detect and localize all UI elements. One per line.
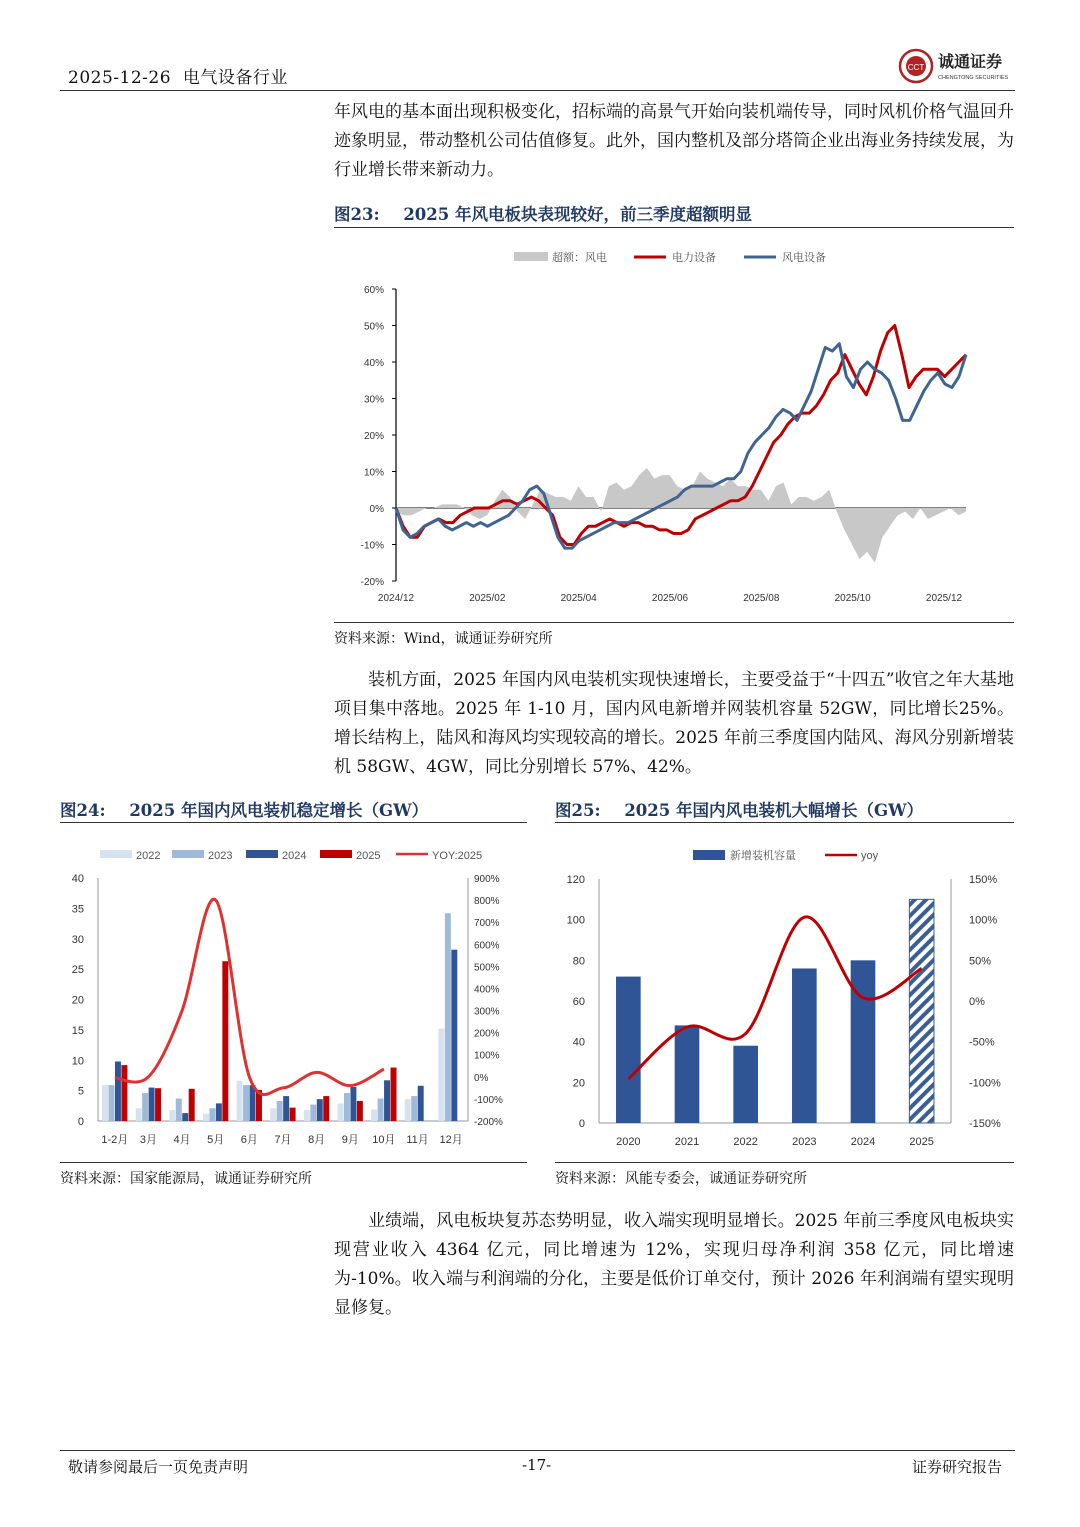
- bar-installed-capacity: [851, 960, 876, 1123]
- left-tick-label: 80: [572, 955, 585, 968]
- x-tick-label: 8月: [308, 1134, 326, 1146]
- bar-2023: [411, 1096, 417, 1121]
- intro-paragraph: 年风电的基本面出现积极变化，招标端的高景气开始向装机端传导，同时风机价格气温回升迹象明显，带动整机公司估值修复。此外，国内整机及部分塔筒企业出海业务持续发展，为行业增长带来新动力。: [334, 102, 1014, 180]
- legend-label: yoy: [861, 850, 879, 862]
- right-tick-label: 200%: [474, 1028, 500, 1040]
- legend-label: 2025: [356, 850, 381, 862]
- y-tick-label: 50%: [363, 321, 384, 333]
- y-tick-label: -10%: [360, 540, 384, 552]
- x-tick-label: 2025: [909, 1136, 934, 1148]
- right-tick-label: -200%: [474, 1117, 503, 1128]
- legend-label: 2023: [208, 850, 233, 862]
- x-tick-label: 1-2月: [101, 1134, 129, 1146]
- y-tick-label: 0%: [369, 504, 384, 515]
- figure23-chart: [334, 232, 1014, 622]
- legend-label: 超额：风电: [552, 252, 607, 264]
- right-tick-label: 100%: [969, 914, 998, 927]
- series-yoy-line: [628, 917, 921, 1079]
- figure25-caption: 2025 年国内风电装机大幅增长（GW）: [624, 801, 924, 820]
- bar-installed-capacity: [616, 977, 641, 1123]
- industry-name: 电气设备行业: [182, 68, 288, 88]
- legend-label: 电力设备: [672, 252, 716, 264]
- x-tick-label: 2020: [616, 1136, 641, 1148]
- x-tick-label: 2024/12: [377, 593, 415, 604]
- x-tick-label: 2025/12: [925, 593, 963, 604]
- legend-swatch: [514, 252, 548, 261]
- bar-2022: [102, 1085, 108, 1121]
- left-tick-label: 40: [572, 1036, 585, 1049]
- figure25-chart: [555, 838, 1014, 1160]
- header-rule: [60, 90, 1015, 91]
- bar-2022: [337, 1103, 343, 1121]
- bar-installed-capacity: [733, 1046, 758, 1123]
- bar-2023: [209, 1108, 215, 1121]
- right-tick-label: -150%: [969, 1118, 1001, 1130]
- x-tick-label: 9月: [341, 1134, 359, 1146]
- bar-2022: [371, 1109, 377, 1121]
- x-tick-label: 2023: [792, 1136, 817, 1148]
- bar-2024: [451, 950, 457, 1121]
- left-tick-label: 20: [572, 1077, 585, 1090]
- bar-2024: [350, 1087, 356, 1121]
- x-tick-label: 6月: [240, 1134, 258, 1146]
- bar-2023: [142, 1093, 148, 1121]
- legend-swatch: [320, 850, 352, 858]
- bar-installed-capacity: [909, 899, 934, 1123]
- footer-disclaimer: 敬请参阅最后一页免责声明: [68, 1458, 249, 1476]
- right-tick-label: 500%: [474, 962, 500, 974]
- figure25-source: 资料来源：风能专委会，诚通证券研究所: [555, 1171, 807, 1187]
- right-tick-label: -50%: [969, 1036, 995, 1049]
- right-tick-label: 0%: [474, 1072, 489, 1084]
- x-tick-label: 7月: [274, 1134, 292, 1146]
- figure24-rule: [60, 822, 527, 823]
- svg-text:CCT: CCT: [907, 63, 925, 72]
- footer-report-type: 证券研究报告: [912, 1458, 1003, 1476]
- figure24-source: 资料来源：国家能源局，诚通证券研究所: [60, 1171, 312, 1187]
- left-tick-label: 15: [71, 1024, 84, 1037]
- bar-2023: [344, 1093, 350, 1121]
- bar-2023: [310, 1105, 316, 1121]
- right-tick-label: -100%: [474, 1094, 503, 1106]
- bar-2025: [121, 1065, 127, 1121]
- legend-label: 风电设备: [782, 252, 826, 264]
- bar-installed-capacity: [792, 968, 817, 1123]
- report-date: 2025-12-26: [68, 68, 172, 88]
- bar-2022: [169, 1110, 175, 1121]
- x-tick-label: 5月: [207, 1134, 225, 1146]
- legend-label: YOY:2025: [432, 850, 483, 862]
- legend-label: 新增装机容量: [730, 850, 796, 862]
- bar-2022: [136, 1108, 142, 1121]
- left-tick-label: 60: [572, 996, 585, 1008]
- bar-2024: [317, 1099, 323, 1121]
- figure23-label: 图23:: [334, 205, 380, 224]
- bar-2024: [149, 1088, 155, 1121]
- figure25-title: [555, 797, 923, 821]
- bar-2023: [277, 1101, 283, 1121]
- right-tick-label: 700%: [474, 918, 500, 930]
- left-tick-label: 25: [71, 964, 84, 977]
- bar-2023: [378, 1099, 384, 1121]
- legend-swatch: [100, 850, 132, 858]
- x-tick-label: 2025/06: [651, 593, 689, 604]
- bar-2024: [216, 1103, 222, 1121]
- x-tick-label: 3月: [139, 1134, 158, 1146]
- figure23-source: 资料来源：Wind，诚通证券研究所: [334, 631, 553, 647]
- x-tick-label: 12月: [439, 1134, 463, 1146]
- company-logo: [898, 46, 1018, 88]
- figure23-title: [334, 201, 752, 225]
- y-tick-label: 60%: [363, 285, 384, 296]
- x-tick-label: 10月: [372, 1134, 396, 1146]
- bar-2022: [270, 1108, 276, 1121]
- legend-label: 2024: [282, 850, 307, 862]
- page-number: -17-: [522, 1456, 552, 1474]
- figure25-bottom-rule: [555, 1162, 1014, 1163]
- figure25-label: 图25:: [555, 801, 601, 820]
- left-tick-label: 10: [71, 1055, 84, 1068]
- right-tick-label: -100%: [969, 1077, 1001, 1090]
- y-tick-label: 20%: [363, 431, 384, 442]
- left-tick-label: 5: [77, 1085, 84, 1098]
- bar-2025: [222, 961, 228, 1121]
- right-tick-label: 0%: [969, 996, 985, 1008]
- bar-2025: [357, 1101, 363, 1121]
- bar-installed-capacity: [675, 1025, 700, 1123]
- bar-2024: [283, 1096, 289, 1121]
- bar-2023: [445, 913, 451, 1121]
- bar-2025: [323, 1096, 329, 1121]
- report-header: [68, 63, 288, 88]
- bar-2023: [243, 1085, 249, 1121]
- right-tick-label: 150%: [969, 874, 998, 886]
- bar-2024: [115, 1061, 121, 1121]
- right-tick-label: 900%: [474, 874, 500, 885]
- right-tick-label: 800%: [474, 896, 500, 908]
- left-tick-label: 30: [71, 933, 84, 946]
- x-tick-label: 2024: [850, 1136, 876, 1148]
- svg-text:CHENGTONG SECURITIES: CHENGTONG SECURITIES: [938, 75, 1009, 81]
- figure25-rule: [555, 822, 1014, 823]
- y-tick-label: -20%: [360, 577, 384, 588]
- legend-swatch: [246, 850, 278, 858]
- right-tick-label: 100%: [474, 1050, 500, 1062]
- y-tick-label: 10%: [363, 467, 384, 479]
- right-tick-label: 300%: [474, 1006, 500, 1018]
- x-tick-label: 2025/04: [560, 593, 597, 604]
- x-tick-label: 2022: [733, 1136, 758, 1148]
- logo-icon: [898, 46, 1018, 88]
- x-tick-label: 2025/08: [743, 593, 780, 604]
- left-tick-label: 20: [71, 994, 84, 1007]
- figure24-chart: [60, 838, 527, 1160]
- figure24-title: [60, 797, 428, 821]
- performance-paragraph: 业绩端，风电板块复苏态势明显，收入端实现明显增长。2025 年前三季度风电板块实现营业收入 4364 亿元，同比增速为 12%，实现归母净利润 358 亿元，同比增速为-10%。收入端与利润端的分化，主要是低价订单交付，预计 2026 年利润端有望实现明显修复。: [334, 1211, 1014, 1318]
- bar-2022: [304, 1110, 310, 1121]
- left-tick-label: 40: [71, 873, 84, 885]
- left-tick-label: 0: [77, 1116, 84, 1128]
- left-tick-label: 35: [71, 903, 84, 916]
- bar-2025: [391, 1068, 397, 1121]
- figure24-caption: 2025 年国内风电装机稳定增长（GW）: [129, 801, 429, 820]
- bar-2025: [189, 1089, 195, 1121]
- x-tick-label: 2021: [674, 1136, 700, 1148]
- left-tick-label: 100: [566, 914, 585, 927]
- bar-2022: [203, 1114, 209, 1121]
- right-tick-label: 50%: [969, 955, 992, 968]
- x-tick-label: 11月: [406, 1134, 429, 1146]
- figure24-bottom-rule: [60, 1162, 527, 1163]
- bar-2024: [418, 1086, 424, 1121]
- svg-text:诚通证券: 诚通证券: [938, 54, 1003, 71]
- figure24-label: 图24:: [60, 801, 106, 820]
- figure23-rule: [334, 227, 1014, 228]
- bar-2022: [438, 1029, 444, 1121]
- x-tick-label: 2025/02: [469, 593, 506, 604]
- left-tick-label: 120: [566, 874, 585, 886]
- bar-2023: [109, 1085, 115, 1121]
- left-tick-label: 0: [578, 1118, 585, 1130]
- bar-2024: [384, 1080, 390, 1121]
- figure23-bottom-rule: [334, 622, 1014, 623]
- bar-2022: [237, 1081, 243, 1121]
- bar-2023: [176, 1099, 182, 1121]
- install-paragraph: 装机方面，2025 年国内风电装机实现快速增长，主要受益于“十四五”收官之年大基地项目集中落地。2025 年 1-10 月，国内风电新增并网装机容量 52GW，同比增长25%。增长结构上，陆风和海风均实现较高的增长。2025 年前三季度国内陆风、海风分别新增装机 58GW、4GW，同比分别增长 57%、42%。: [334, 670, 1014, 777]
- y-tick-label: 40%: [363, 358, 384, 369]
- bar-2024: [182, 1113, 188, 1121]
- bar-2024: [250, 1085, 256, 1121]
- series-excess-wind-area: [396, 468, 966, 563]
- bar-2022: [405, 1099, 411, 1121]
- series-yoy-line: [115, 899, 384, 1094]
- y-tick-label: 30%: [363, 394, 384, 406]
- legend-label: 2022: [136, 850, 161, 862]
- right-tick-label: 400%: [474, 984, 500, 996]
- right-tick-label: 600%: [474, 940, 500, 952]
- x-tick-label: 4月: [173, 1134, 191, 1146]
- legend-swatch: [693, 850, 725, 860]
- figure23-caption: 2025 年风电板块表现较好，前三季度超额明显: [403, 205, 752, 224]
- footer-rule: [60, 1450, 1015, 1451]
- bar-2025: [155, 1088, 161, 1121]
- x-tick-label: 2025/10: [834, 593, 871, 604]
- legend-swatch: [172, 850, 204, 858]
- bar-2025: [290, 1108, 296, 1121]
